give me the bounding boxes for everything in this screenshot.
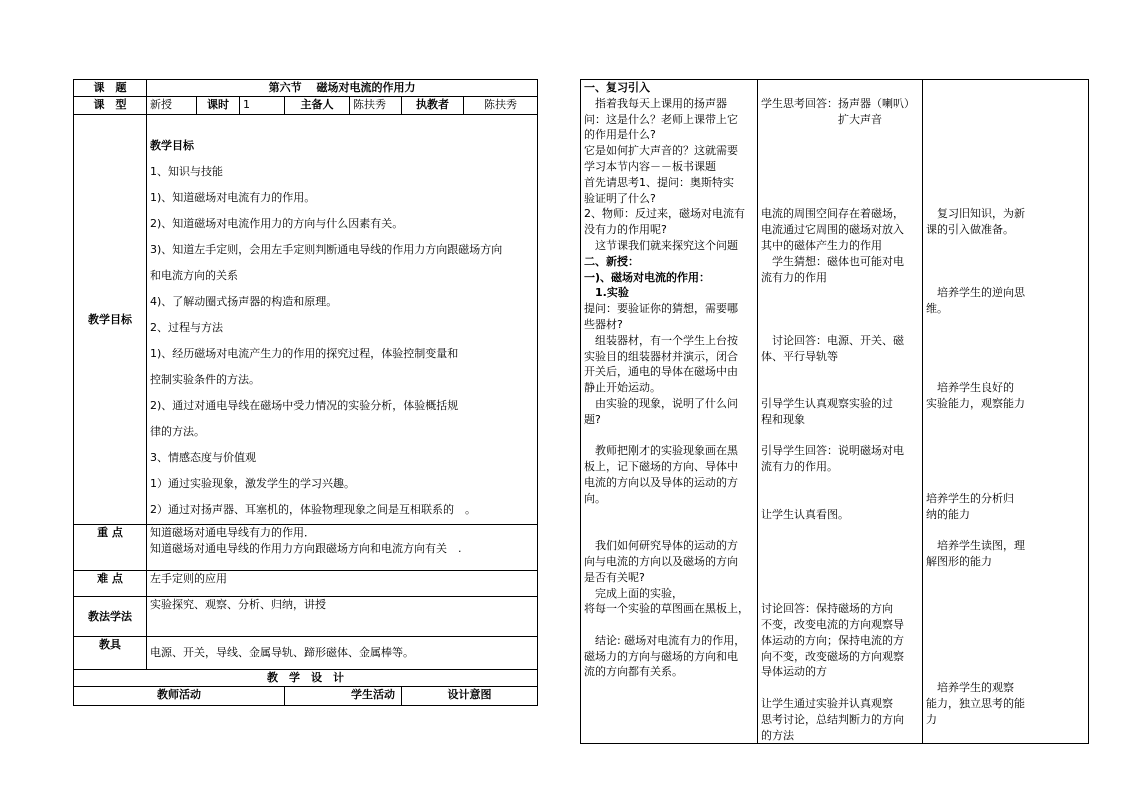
period-value: 1	[240, 97, 285, 115]
text-line	[584, 617, 754, 633]
text-line	[761, 80, 919, 96]
objectives-label: 教学目标	[74, 115, 147, 525]
text-line	[761, 127, 919, 143]
student-activity-cell	[758, 80, 923, 744]
text-line	[926, 127, 1085, 143]
key-point-line: 知道磁场对通电导线的作用力方向跟磁场方向和电流方向有关 .	[150, 542, 462, 555]
text-line: 流的方向都有关系。	[584, 665, 683, 679]
text-line	[761, 191, 919, 207]
text-line: 培养学生的逆向思	[926, 286, 1025, 300]
col-intent-header: 设计意图	[402, 687, 538, 706]
text-line: 复习旧知识，为新	[926, 207, 1025, 221]
design-intent-lines	[926, 80, 1085, 728]
text-line	[926, 80, 1085, 96]
text-line	[926, 649, 1085, 665]
text-line: 没有力的作用呢?	[584, 223, 667, 237]
text-line: 将每一个实验的草图画在黑板上，	[584, 602, 749, 616]
text-line: 一)、磁场对电流的作用：	[584, 270, 711, 284]
text-line: 让学生认真看图。	[761, 507, 849, 521]
topic-value: 第六节 磁场对电流的作用力	[147, 80, 538, 97]
text-line: 磁场力的方向与磁场的方向和电	[584, 649, 738, 663]
text-line	[926, 459, 1085, 475]
objective-line: 2)、知道磁场对电流作用力的方向与什么因素有关。	[150, 217, 404, 230]
text-line: 由实验的现象，说明了什么问	[584, 396, 738, 410]
text-line: 提问：要验证你的猜想，需要哪	[584, 302, 738, 316]
text-line: 是否有关呢?	[584, 570, 645, 584]
text-line	[926, 443, 1085, 459]
text-line: 纳的能力	[926, 507, 970, 521]
difficulty-label: 难 点	[74, 571, 147, 597]
text-line	[761, 586, 919, 602]
text-line: 培养学生良好的	[926, 381, 1014, 395]
text-line: 流有力的作用	[761, 270, 827, 284]
objective-line: 1、知识与技能	[150, 165, 223, 178]
text-line	[926, 633, 1085, 649]
text-line	[761, 522, 919, 538]
period-label: 课时	[197, 97, 240, 115]
text-line: 2、物师：反过来，磁场对电流有	[584, 207, 745, 221]
text-line: 向。	[584, 491, 606, 505]
text-line: 些器材?	[584, 317, 623, 331]
text-line	[926, 364, 1085, 380]
text-line: 其中的磁体产生力的作用	[761, 238, 882, 252]
text-line: 组装器材，有一个学生上台按	[584, 333, 738, 347]
teacher-value: 陈扶秀	[464, 97, 538, 115]
text-line	[926, 238, 1085, 254]
text-line	[926, 570, 1085, 586]
lesson-info-table	[73, 79, 538, 706]
col-student-header: 学生活动	[285, 687, 402, 706]
text-line: 结论: 磁场对电流有力的作用，	[584, 633, 746, 647]
text-line: 力	[926, 712, 937, 726]
text-line: 思考讨论，总结判断力的方向	[761, 712, 904, 726]
objective-line: 控制实验条件的方法。	[150, 373, 260, 386]
text-line: 流有力的作用。	[761, 460, 838, 474]
text-line: 解图形的能力	[926, 554, 992, 568]
text-line: 体、平行导轨等	[761, 349, 838, 363]
text-line: 实验能力，观察能力	[926, 396, 1025, 410]
text-line	[761, 159, 919, 175]
text-line	[761, 301, 919, 317]
text-line: 教师把刚才的实验现象画在黑	[584, 444, 738, 458]
text-line	[761, 428, 919, 444]
preparer-value: 陈扶秀	[350, 97, 402, 115]
text-line	[926, 475, 1085, 491]
text-line: 指着我每天上课用的扬声器	[584, 96, 727, 110]
text-line: 学生思考回答：扬声器（喇叭）	[761, 96, 915, 110]
text-line: 首先请思考1、提问：奥斯特实	[584, 175, 734, 189]
text-line: 程和现象	[761, 412, 805, 426]
text-line: 这节课我们就来探究这个问题	[584, 238, 738, 252]
text-line: 学习本节内容－－板书课题	[584, 159, 716, 173]
text-line	[761, 175, 919, 191]
text-line	[926, 143, 1085, 159]
text-line	[926, 428, 1085, 444]
objective-line: 1)、经历磁场对电流产生力的作用的探究过程，体验控制变量和	[150, 347, 459, 360]
text-line	[761, 143, 919, 159]
text-line: 讨论回答：保持磁场的方向	[761, 602, 893, 616]
preparer-label: 主备人	[285, 97, 350, 115]
text-line: 题?	[584, 412, 601, 426]
text-line	[584, 428, 754, 444]
text-line	[761, 285, 919, 301]
methods-value: 实验探究、观察、分析、归纳，讲授	[147, 597, 538, 637]
text-line: 实验目的组装器材并演示，闭合	[584, 349, 738, 363]
text-line: 的作用是什么?	[584, 128, 656, 142]
design-title: 教 学 设 计	[74, 670, 538, 687]
text-line	[926, 159, 1085, 175]
text-line	[926, 96, 1085, 112]
key-points-content	[147, 525, 538, 571]
text-line: 1.实验	[584, 286, 629, 300]
text-line: 培养学生读图，理	[926, 539, 1025, 553]
objective-line: 和电流方向的关系	[150, 269, 238, 282]
equipment-label: 教具	[74, 637, 147, 670]
text-line	[926, 254, 1085, 270]
methods-label: 教法学法	[74, 597, 147, 637]
type-label: 课 型	[74, 97, 147, 115]
text-line	[761, 554, 919, 570]
text-line	[926, 412, 1085, 428]
key-points-label: 重 点	[74, 525, 147, 571]
text-line: 二、新授：	[584, 254, 639, 268]
text-line: 能力，独立思考的能	[926, 697, 1025, 711]
text-line: 导体运动的方	[761, 665, 827, 679]
text-line: 讨论回答：电源、开关、磁	[761, 333, 904, 347]
text-line: 开关后，通电的导体在磁场中由	[584, 365, 738, 379]
text-line	[761, 364, 919, 380]
objective-line: 2、过程与方法	[150, 321, 223, 334]
text-line: 课的引入做准备。	[926, 223, 1014, 237]
text-line	[926, 664, 1085, 680]
type-value: 新授	[147, 97, 197, 115]
text-line	[926, 175, 1085, 191]
objective-line: 2)、通过对通电导线在磁场中受力情况的实验分析，体验概括规	[150, 399, 459, 412]
text-line: 培养学生的观察	[926, 681, 1014, 695]
text-line	[926, 349, 1085, 365]
design-intent-cell	[923, 80, 1089, 744]
text-line: 电流的周围空间存在着磁场，	[761, 207, 904, 221]
text-line	[761, 538, 919, 554]
text-line: 我们如何研究导体的运动的方	[584, 539, 738, 553]
teacher-label: 执教者	[402, 97, 464, 115]
text-line: 静止开始运动。	[584, 381, 661, 395]
text-line: 让学生通过实验并认真观察	[761, 697, 893, 711]
objectives-heading: 教学目标	[150, 139, 194, 152]
key-point-line: 知道磁场对通电导线有力的作用．	[150, 526, 315, 539]
text-line: 板上，记下磁场的方向、导体中	[584, 460, 738, 474]
objectives-content	[147, 115, 538, 525]
text-line: 扩大声音	[761, 112, 882, 126]
text-line: 电流的方向以及导体的运动的方	[584, 475, 738, 489]
text-line	[761, 570, 919, 586]
objective-line: 3、情感态度与价值观	[150, 451, 256, 464]
topic-label: 课 题	[74, 80, 147, 97]
text-line: 问：这是什么？老师上课带上它	[584, 112, 738, 126]
text-line	[926, 522, 1085, 538]
text-line	[761, 475, 919, 491]
text-line: 完成上面的实验，	[584, 586, 683, 600]
equipment-value: 电源、开关，导线、金属导轨、蹄形磁体、金属棒等。	[147, 637, 538, 670]
text-line: 验证明了什么?	[584, 191, 656, 205]
text-line	[926, 317, 1085, 333]
text-line: 体运动的方向；保持电流的方	[761, 633, 904, 647]
objective-line: 2）通过对扬声器、耳塞机的，体验物理现象之间是互相联系的 。	[150, 503, 476, 516]
text-line: 培养学生的分析归	[926, 491, 1014, 505]
text-line	[926, 191, 1085, 207]
objective-line: 1)、知道磁场对电流有力的作用。	[150, 191, 316, 204]
text-line: 引导学生回答：说明磁场对电	[761, 444, 904, 458]
text-line: 引导学生认真观察实验的过	[761, 396, 893, 410]
text-line: 电流通过它周围的磁场对放入	[761, 223, 904, 237]
teacher-activity-cell	[581, 80, 758, 744]
text-line: 一、复习引入	[584, 81, 650, 94]
text-line: 学生猜想：磁体也可能对电	[761, 254, 904, 268]
text-line	[926, 333, 1085, 349]
teaching-process-table	[580, 79, 1089, 744]
text-line	[584, 507, 754, 523]
text-line	[761, 380, 919, 396]
objective-line: 4)、了解动圈式扬声器的构造和原理。	[150, 295, 338, 308]
student-activity-lines	[761, 80, 919, 743]
teacher-activity-lines	[584, 80, 754, 680]
objective-line: 3)、知道左手定则，会用左手定则判断通电导线的作用力方向跟磁场方向	[150, 243, 503, 256]
text-line	[926, 112, 1085, 128]
text-line	[926, 586, 1085, 602]
col-teacher-header: 教师活动	[74, 687, 285, 706]
text-line	[584, 522, 754, 538]
objective-line: 律的方法。	[150, 425, 205, 438]
text-line	[926, 617, 1085, 633]
text-line: 向与电流的方向以及磁场的方向	[584, 554, 738, 568]
text-line: 的方法	[761, 728, 794, 742]
text-line	[761, 680, 919, 696]
text-line	[926, 270, 1085, 286]
difficulty-value: 左手定则的应用	[147, 571, 538, 597]
text-line: 它是如何扩大声音的？这就需要	[584, 144, 738, 158]
text-line: 维。	[926, 302, 948, 316]
text-line: 向不变，改变磁场的方向观察	[761, 649, 904, 663]
text-line: 不变，改变电流的方向观察导	[761, 618, 904, 632]
text-line	[761, 491, 919, 507]
text-line	[926, 601, 1085, 617]
text-line	[761, 317, 919, 333]
objective-line: 1）通过实验现象，激发学生的学习兴趣。	[150, 477, 355, 490]
